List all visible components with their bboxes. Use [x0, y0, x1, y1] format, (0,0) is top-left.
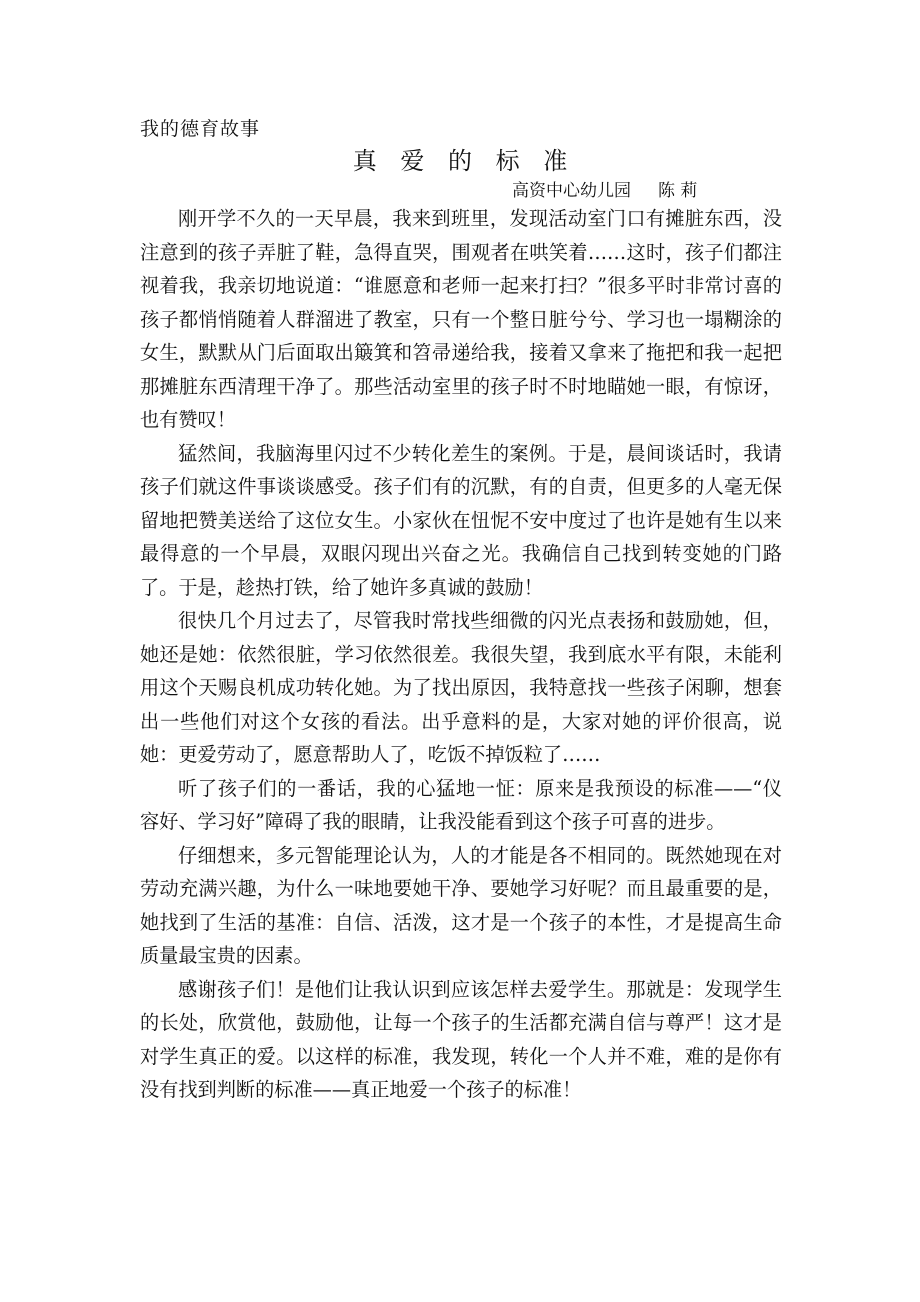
paragraph-5: 仔细想来，多元智能理论认为，人的才能是各不相同的。既然她现在对劳动充满兴趣，为什么一味地要她干净、要她学习好呢？而且最重要的是，她找到了生活的基准：自信、活泼，这才是一个孩子的本性，才是提高生命质量最宝贵的因素。 — [140, 843, 782, 967]
paragraph-6: 感谢孩子们！是他们让我认识到应该怎样去爱学生。那就是：发现学生的长处，欣赏他，鼓励他，让每一个孩子的生活都充满自信与尊严！这才是对学生真正的爱。以这样的标准，我发现，转化一个人并不难，难的是你有没有找到判断的标准——真正地爱一个孩子的标准！ — [140, 977, 782, 1101]
author-byline: 高资中心幼儿园 陈 莉 — [512, 181, 698, 201]
story-body — [140, 202, 782, 1107]
paragraph-2: 猛然间，我脑海里闪过不少转化差生的案例。于是，晨间谈话时，我请孩子们就这件事谈谈感受。孩子们有的沉默，有的自责，但更多的人毫无保留地把赞美送给了这位女生。小家伙在忸怩不安中度过了也许是她有生以来最得意的一个早晨，双眼闪现出兴奋之光。我确信自己找到转变她的门路了。于是，趁热打铁，给了她许多真诚的鼓励！ — [140, 441, 782, 599]
paragraph-4: 听了孩子们的一番话，我的心猛地一怔：原来是我预设的标准——“仪容好、学习好”障碍了我的眼睛，让我没能看到这个孩子可喜的进步。 — [140, 776, 782, 833]
collection-label: 我的德育故事 — [140, 118, 261, 140]
paragraph-3: 很快几个月过去了，尽管我时常找些细微的闪光点表扬和鼓励她，但，她还是她：依然很脏，学习依然很差。我很失望，我到底水平有限，未能利用这个天赐良机成功转化她。为了找出原因，我特意找一些孩子闲聊，想套出一些他们对这个女孩的看法。出乎意料的是，大家对她的评价很高，说她：更爱劳动了，愿意帮助人了，吃饭不掉饭粒了…… — [140, 609, 782, 766]
paragraph-1: 刚开学不久的一天早晨，我来到班里，发现活动室门口有摊脏东西，没注意到的孩子弄脏了鞋，急得直哭，围观者在哄笑着……这时，孩子们都注视着我，我亲切地说道：“谁愿意和老师一起来打扫？”很多平时非常讨喜的孩子都悄悄随着人群溜进了教室，只有一个整日脏兮兮、学习也一塌糊涂的女生，默默从门后面取出簸箕和笤帚递给我，接着又拿来了拖把和我一起把那摊脏东西清理干净了。那些活动室里的孩子时不时地瞄她一眼，有惊讶，也有赞叹！ — [140, 207, 782, 431]
story-title: 真 爱 的 标 准 — [352, 147, 576, 175]
